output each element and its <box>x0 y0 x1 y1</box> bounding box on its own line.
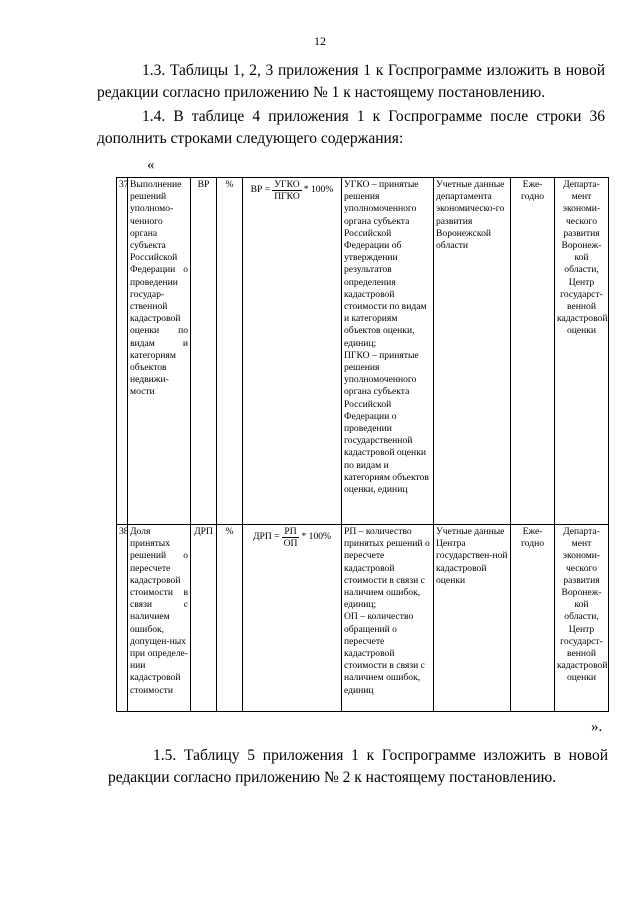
responsible-body: Департа-мент экономи-ческого развития Воронеж-кой области, Центр государст-венной кадастровой оценки <box>555 178 609 525</box>
row-number: 38 <box>117 525 128 712</box>
formula-tail: * 100% <box>301 531 332 543</box>
formula-fraction <box>272 179 302 202</box>
formula-description <box>342 178 434 525</box>
formula-numerator: РП <box>284 526 297 537</box>
indicator-name: Доля принятых решений о пересчете кадастровой стоимости в связи с наличием ошибок, допущен-ных при определе-нии кадастровой стоимости <box>128 525 191 712</box>
description-term-1: РП – количество принятых решений о пересчете кадастровой стоимости в связи с наличием ошибок, единиц; <box>344 526 430 611</box>
paragraph-1-3-line-1: 1.3. Таблицы 1, 2, 3 приложения 1 к Госпрограмме изложить в новой <box>142 62 605 79</box>
formula-denominator: ОП <box>283 538 298 549</box>
formula-numerator: УГКО <box>274 179 300 190</box>
indicators-table <box>116 177 609 712</box>
formula-expression <box>251 179 334 202</box>
table-row <box>117 178 609 525</box>
paragraph-1-4 <box>97 106 605 150</box>
unit-of-measure: % <box>217 525 243 712</box>
description-term-1: УГКО – принятые решения уполномоченного органа субъекта Российской Федерации об утверждении результатов определения кадастровой стоимости по видам и категориям объектов оценки, единиц; <box>344 179 427 349</box>
paragraph-1-5 <box>108 745 608 789</box>
calculation-formula <box>243 525 342 712</box>
opening-quote: « <box>147 157 155 173</box>
paragraph-1-4-line-1: 1.4. В таблице 4 приложения 1 к Госпрограмме после строки 36 <box>142 108 605 125</box>
indicator-abbreviation: ДРП <box>191 525 217 712</box>
formula-denominator: ПГКО <box>274 191 300 202</box>
paragraph-1-4-line-2: дополнить строками следующего содержания: <box>97 130 404 147</box>
paragraph-1-5-line-1: 1.5. Таблицу 5 приложения 1 к Госпрограмме изложить в новой <box>153 747 608 764</box>
table-row <box>117 525 609 712</box>
responsible-body: Департа-мент экономи-ческого развития Воронеж-кой области, Центр государст-венной кадастровой оценки <box>555 525 609 712</box>
data-source: Учетные данные департамента экономическо-го развития Воронежской области <box>434 178 511 525</box>
formula-tail: * 100% <box>303 184 334 196</box>
description-term-2: ПГКО – принятые решения уполномоченного органа субъекта Российской Федерации о проведении государственной кадастровой оценки по видам и категориям объектов оценки, единиц <box>344 349 429 496</box>
paragraph-1-5-line-2: редакции согласно приложению № 2 к настоящему постановлению. <box>108 769 557 786</box>
unit-of-measure: % <box>217 178 243 525</box>
paragraph-1-3 <box>97 60 605 104</box>
row-number: 37 <box>117 178 128 525</box>
formula-lhs: ВР = <box>250 184 271 196</box>
periodicity: Еже-годно <box>511 178 555 525</box>
closing-quote: ». <box>591 719 603 735</box>
formula-expression <box>253 526 331 549</box>
formula-lhs: ДРП = <box>252 531 280 543</box>
indicator-name: Выполнение решений уполномо-ченного органа субъекта Российской Федерации о проведении государ-ственной кадастровой оценки по видам и категориям объектов недвижи-мости <box>128 178 191 525</box>
indicator-abbreviation: ВР <box>191 178 217 525</box>
paragraph-1-3-line-2: редакции согласно приложению № 1 к настоящему постановлению. <box>97 84 546 101</box>
calculation-formula <box>243 178 342 525</box>
formula-fraction <box>282 526 300 549</box>
page-number: 12 <box>314 34 326 48</box>
formula-description <box>342 525 434 712</box>
description-term-2: ОП – количество обращений о пересчете кадастровой стоимости в связи с наличием ошибок, единиц <box>344 611 425 696</box>
data-source: Учетные данные Центра государствен-ной кадастровой оценки <box>434 525 511 712</box>
periodicity: Еже-годно <box>511 525 555 712</box>
